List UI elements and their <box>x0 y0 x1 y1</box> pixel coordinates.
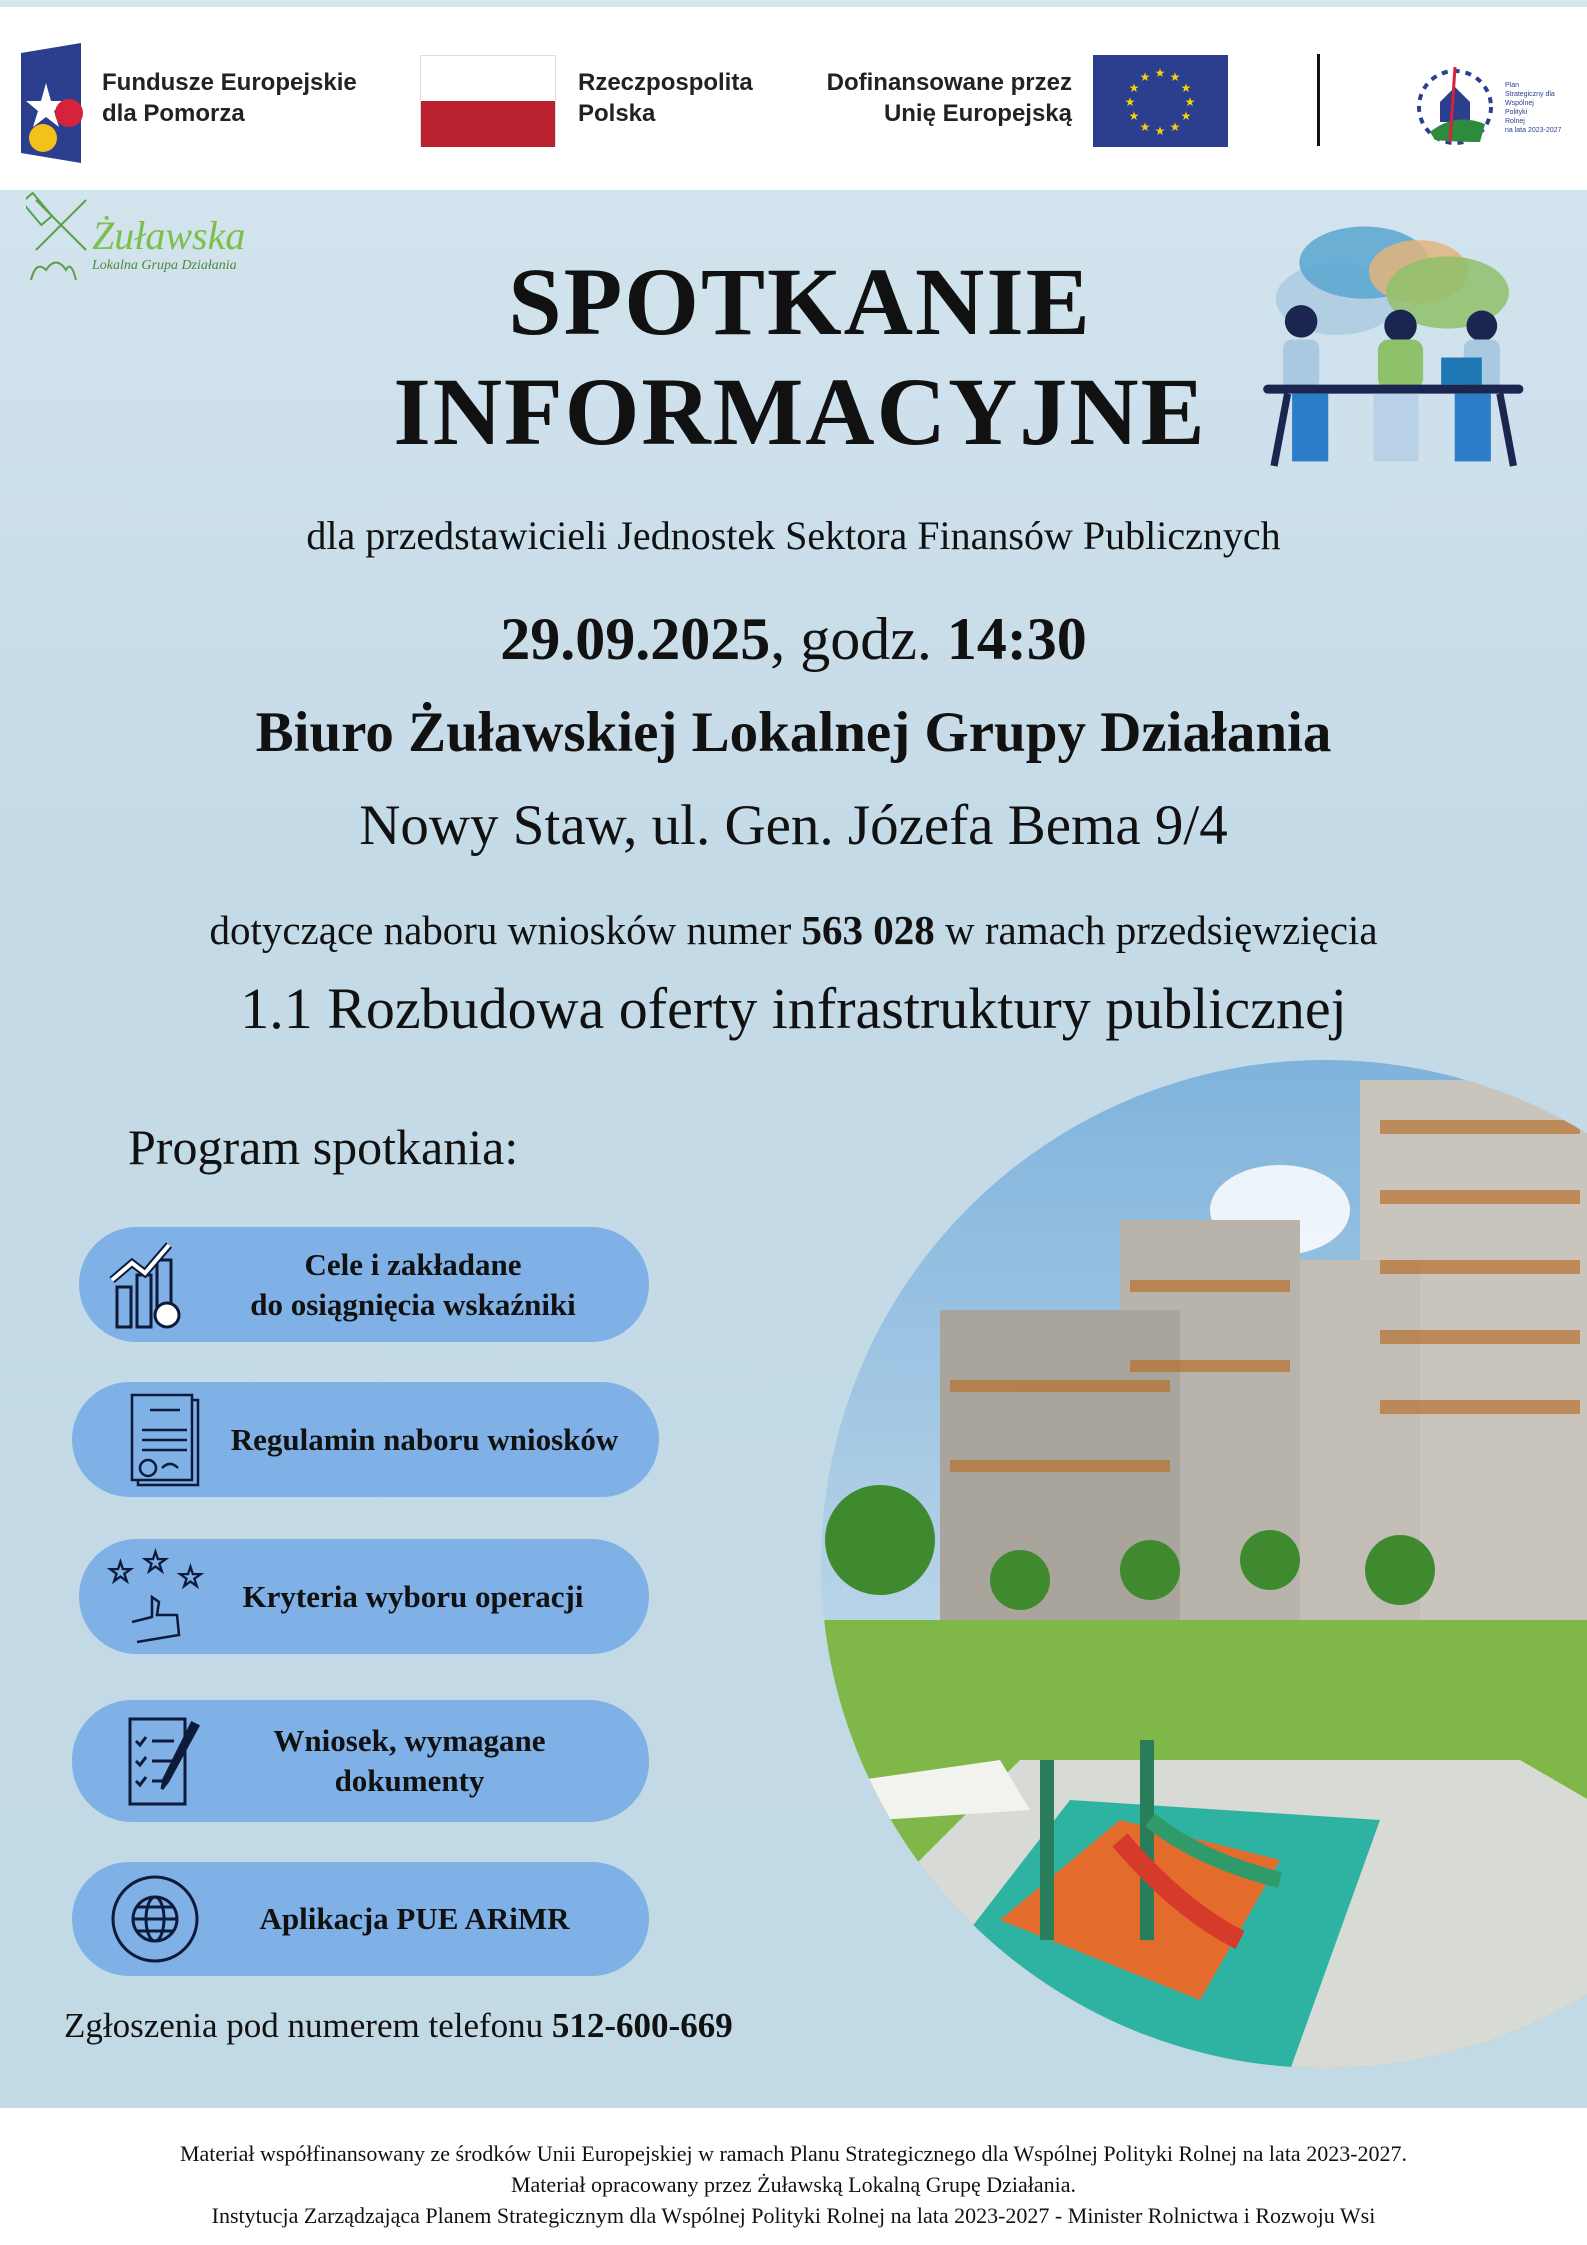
logo-bar <box>0 7 1587 190</box>
event-time-label: , godz. <box>770 606 947 672</box>
svg-text:★: ★ <box>1124 95 1136 109</box>
event-venue: Biuro Żuławskiej Lokalnej Grupy Działania <box>255 701 1332 764</box>
event-datetime <box>0 605 1587 674</box>
chart-growth-icon <box>107 1235 217 1335</box>
call-measure: 1.1 Rozbudowa oferty infrastruktury publicznej <box>240 976 1347 1041</box>
footer-line: Instytucja Zarządzająca Planem Strategicznym dla Wspólnej Polityki Rolnej na lata 2023-2027 - Minister Rolnictwa i Rozwoju Wsi <box>211 2203 1376 2228</box>
polish-flag-icon <box>420 55 556 147</box>
svg-text:☆: ☆ <box>107 1554 134 1590</box>
program-heading: Program spotkania: <box>128 1119 519 1175</box>
plan-strategiczny-logo-icon <box>1410 62 1500 152</box>
subtitle: dla przedstawicieli Jednostek Sektora Finansów Publicznych <box>306 513 1281 558</box>
footer-line: Materiał współfinansowany ze środków Unii Europejskiej w ramach Planu Strategicznego dla Wspólnej Polityki Rolnej na lata 2023-2027. <box>179 2141 1408 2166</box>
svg-text:★: ★ <box>1180 109 1192 123</box>
fe-logo-text: Fundusze Europejskie dla Pomorza <box>102 69 357 127</box>
program-item-label: Wniosek, wymagane <box>273 1723 546 1758</box>
call-number: 563 028 <box>801 907 935 953</box>
meeting-illustration <box>1246 222 1546 484</box>
city-playground-image <box>820 1060 1587 2070</box>
title-line-1: SPOTKANIE <box>508 248 1092 355</box>
svg-text:★: ★ <box>1169 120 1181 134</box>
lgd-logo-name: Żuławska <box>92 213 246 258</box>
stars-thumbs-up-icon <box>107 1547 217 1647</box>
title-line-2: INFORMACYJNE <box>393 358 1207 465</box>
svg-text:★: ★ <box>1139 70 1151 84</box>
call-suffix: w ramach przedsięwzięcia <box>934 907 1378 953</box>
contact-phone[interactable]: 512-600-669 <box>551 2006 733 2045</box>
svg-text:★: ★ <box>1154 124 1166 138</box>
program-item-label: dokumenty <box>334 1763 485 1798</box>
program-item-regulations <box>72 1382 659 1497</box>
footer-line: Materiał opracowany przez Żuławską Lokalną Grupę Działania. <box>510 2172 1077 2197</box>
program-item-label: do osiągnięcia wskaźniki <box>250 1286 576 1322</box>
globe-icon <box>100 1869 210 1969</box>
eu-logo-text: Dofinansowane przez Unię Europejską <box>826 69 1072 127</box>
program-item-label: Cele i zakładane <box>304 1246 522 1282</box>
plan-strategiczny-text: Plan Strategiczny dla Wspólnej Polityki Rolnej na lata 2023-2027 <box>1505 82 1562 134</box>
program-item-criteria <box>79 1539 649 1654</box>
program-item-indicators <box>79 1227 649 1342</box>
svg-text:★: ★ <box>1128 81 1140 95</box>
svg-text:★: ★ <box>1128 109 1140 123</box>
program-item-pue-app <box>72 1862 649 1976</box>
call-description <box>0 906 1587 954</box>
event-time: 14:30 <box>946 606 1087 672</box>
program-item-label: Aplikacja PUE ARiMR <box>259 1901 570 1936</box>
svg-text:☆: ☆ <box>177 1559 204 1595</box>
call-prefix: dotyczące naboru wniosków numer <box>209 907 802 953</box>
divider <box>1317 54 1320 146</box>
svg-text:☆: ☆ <box>142 1546 169 1580</box>
program-item-application <box>72 1700 649 1822</box>
svg-text:★: ★ <box>1184 95 1196 109</box>
windmill-icon <box>26 190 96 282</box>
svg-text:★: ★ <box>1154 66 1166 80</box>
document-regulation-icon <box>100 1390 210 1490</box>
svg-text:★: ★ <box>1180 81 1192 95</box>
program-item-label: Regulamin naboru wniosków <box>230 1421 619 1457</box>
checklist-pen-icon <box>100 1711 210 1811</box>
program-item-label: Kryteria wyboru operacji <box>242 1578 584 1614</box>
event-address: Nowy Staw, ul. Gen. Józefa Bema 9/4 <box>359 794 1228 857</box>
footer <box>0 2108 1587 2245</box>
rp-logo-text: Rzeczpospolita Polska <box>578 69 753 127</box>
eu-flag-icon <box>1093 55 1228 147</box>
svg-text:★: ★ <box>1169 70 1181 84</box>
contact-prefix: Zgłoszenia pod numerem telefonu <box>64 2006 552 2045</box>
event-date: 29.09.2025 <box>500 606 771 672</box>
contact-line <box>64 2006 733 2046</box>
lgd-logo-subtitle: Lokalna Grupa Działania <box>92 258 237 273</box>
fe-logo-icon <box>21 43 83 163</box>
svg-text:★: ★ <box>1139 120 1151 134</box>
